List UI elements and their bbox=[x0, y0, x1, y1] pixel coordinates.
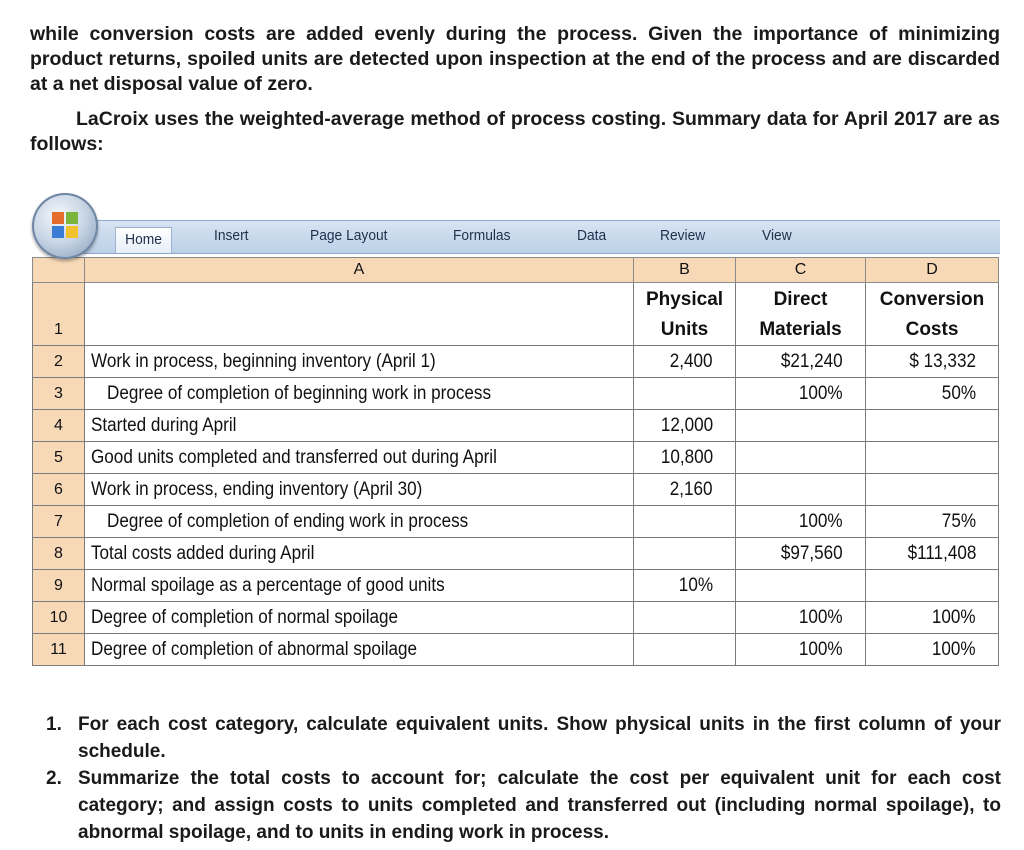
cell-text: 100% bbox=[932, 607, 976, 628]
cell-description[interactable] bbox=[85, 570, 634, 602]
question-list bbox=[46, 711, 1001, 846]
cell-text: Work in process, ending inventory (April 30) bbox=[91, 479, 423, 500]
ribbon-bar bbox=[60, 220, 1000, 254]
cell-direct-materials[interactable] bbox=[736, 506, 866, 538]
question-text: For each cost category, calculate equivalent units. Show physical units in the first column of your schedule. bbox=[78, 714, 1001, 762]
row-number[interactable]: 1 bbox=[33, 283, 85, 346]
office-button[interactable] bbox=[32, 193, 98, 259]
cell-direct-materials[interactable] bbox=[736, 474, 866, 506]
cell-direct-materials[interactable] bbox=[736, 602, 866, 634]
table-row bbox=[33, 410, 999, 442]
tab-review[interactable]: Review bbox=[660, 227, 706, 244]
method-paragraph: LaCroix uses the weighted-average method of process costing. Summary data for April 2017 are as follows: bbox=[30, 108, 1000, 155]
cell-text: 100% bbox=[799, 607, 843, 628]
table-row bbox=[33, 602, 999, 634]
cell-physical-units[interactable] bbox=[634, 410, 736, 442]
cell-text: 100% bbox=[799, 383, 843, 404]
cell-text: 100% bbox=[799, 639, 843, 660]
cell[interactable] bbox=[85, 283, 634, 346]
row-number[interactable]: 9 bbox=[33, 570, 85, 602]
cell-text: 10% bbox=[678, 575, 713, 596]
cell-text: Degree of completion of abnormal spoilage bbox=[91, 639, 418, 660]
tab-formulas[interactable]: Formulas bbox=[453, 227, 511, 244]
table-row bbox=[33, 538, 999, 570]
header-row bbox=[33, 283, 999, 346]
tab-data[interactable]: Data bbox=[577, 227, 607, 244]
excel-spreadsheet bbox=[32, 193, 1000, 679]
cell-physical-units[interactable] bbox=[634, 442, 736, 474]
table-row bbox=[33, 378, 999, 410]
row-number[interactable]: 4 bbox=[33, 410, 85, 442]
cell-direct-materials[interactable] bbox=[736, 410, 866, 442]
cell-direct-materials[interactable] bbox=[736, 442, 866, 474]
physical-units-header[interactable]: Physical Units bbox=[634, 283, 736, 346]
row-number[interactable]: 11 bbox=[33, 634, 85, 666]
table-row bbox=[33, 346, 999, 378]
cell-direct-materials[interactable] bbox=[736, 570, 866, 602]
cell-text: 2,160 bbox=[670, 479, 713, 500]
cell-text: Degree of completion of normal spoilage bbox=[91, 607, 399, 628]
row-number[interactable]: 8 bbox=[33, 538, 85, 570]
cell-description[interactable] bbox=[85, 442, 634, 474]
cell-conversion-costs[interactable] bbox=[866, 506, 999, 538]
cell-text: Total costs added during April bbox=[91, 543, 315, 564]
cell-text: 100% bbox=[799, 511, 843, 532]
row-number[interactable]: 6 bbox=[33, 474, 85, 506]
cell-conversion-costs[interactable] bbox=[866, 442, 999, 474]
question-number: 1. bbox=[46, 714, 62, 735]
row-number[interactable]: 2 bbox=[33, 346, 85, 378]
cell-text: 100% bbox=[932, 639, 976, 660]
cell-description[interactable] bbox=[85, 378, 634, 410]
tab-view[interactable]: View bbox=[762, 227, 792, 244]
column-header-row bbox=[33, 258, 999, 283]
table-row bbox=[33, 506, 999, 538]
intro-paragraph: while conversion costs are added evenly during the process. Given the importance of minimizing product returns, spoiled units are detected upon inspection at the end of the process and are discarded at a net disposal value of zero. bbox=[30, 23, 1000, 95]
cell-description[interactable] bbox=[85, 346, 634, 378]
cell-conversion-costs[interactable] bbox=[866, 378, 999, 410]
table-row bbox=[33, 442, 999, 474]
cell-physical-units[interactable] bbox=[634, 346, 736, 378]
cell-direct-materials[interactable] bbox=[736, 538, 866, 570]
row-number[interactable]: 10 bbox=[33, 602, 85, 634]
cell-conversion-costs[interactable] bbox=[866, 602, 999, 634]
cell-conversion-costs[interactable] bbox=[866, 634, 999, 666]
cell-text: Work in process, beginning inventory (April 1) bbox=[91, 351, 436, 372]
list-item bbox=[46, 765, 1001, 846]
cell-text: $ 13,332 bbox=[909, 351, 976, 372]
column-header-a[interactable]: A bbox=[85, 258, 634, 283]
cell-physical-units[interactable] bbox=[634, 378, 736, 410]
column-header-b[interactable]: B bbox=[634, 258, 736, 283]
cell-physical-units[interactable] bbox=[634, 634, 736, 666]
cell-text: 75% bbox=[941, 511, 976, 532]
cell-conversion-costs[interactable] bbox=[866, 474, 999, 506]
cell-conversion-costs[interactable] bbox=[866, 346, 999, 378]
cell-conversion-costs[interactable] bbox=[866, 410, 999, 442]
direct-materials-header[interactable]: Direct Materials bbox=[736, 283, 866, 346]
table-row bbox=[33, 634, 999, 666]
cell-description[interactable] bbox=[85, 634, 634, 666]
select-all-corner[interactable] bbox=[33, 258, 85, 283]
column-header-d[interactable]: D bbox=[866, 258, 999, 283]
cell-conversion-costs[interactable] bbox=[866, 538, 999, 570]
column-header-c[interactable]: C bbox=[736, 258, 866, 283]
cell-text: $97,560 bbox=[781, 543, 843, 564]
cell-text: 12,000 bbox=[660, 415, 713, 436]
cell-direct-materials[interactable] bbox=[736, 378, 866, 410]
office-logo-icon bbox=[50, 210, 80, 240]
cell-direct-materials[interactable] bbox=[736, 634, 866, 666]
tab-home[interactable]: Home bbox=[115, 227, 172, 253]
cell-text: $21,240 bbox=[781, 351, 843, 372]
cell-text: Normal spoilage as a percentage of good units bbox=[91, 575, 445, 596]
question-text: Summarize the total costs to account for; calculate the cost per equivalent unit for each cost category; and assign costs to units completed and transferred out (including normal spoilage), to abnormal spoilage, and to units in ending work in process. bbox=[78, 768, 1001, 843]
cell-description[interactable] bbox=[85, 506, 634, 538]
cell-description[interactable] bbox=[85, 538, 634, 570]
cell-physical-units[interactable] bbox=[634, 570, 736, 602]
tab-page-layout[interactable]: Page Layout bbox=[310, 227, 388, 244]
cell-text: $111,408 bbox=[907, 543, 976, 564]
cell-text: Degree of completion of ending work in process bbox=[107, 511, 469, 532]
table-row bbox=[33, 474, 999, 506]
cell-description[interactable] bbox=[85, 410, 634, 442]
cell-text: 2,400 bbox=[670, 351, 713, 372]
row-number[interactable]: 3 bbox=[33, 378, 85, 410]
data-table bbox=[32, 257, 999, 666]
row-number[interactable]: 7 bbox=[33, 506, 85, 538]
cell-text: Degree of completion of beginning work in process bbox=[107, 383, 492, 404]
cell-text: 50% bbox=[941, 383, 976, 404]
list-item bbox=[46, 711, 1001, 765]
table-row bbox=[33, 570, 999, 602]
cell-physical-units[interactable] bbox=[634, 506, 736, 538]
cell-text: Started during April bbox=[91, 415, 237, 436]
cell-physical-units[interactable] bbox=[634, 538, 736, 570]
cell-description[interactable] bbox=[85, 474, 634, 506]
question-number: 2. bbox=[46, 768, 62, 789]
cell-physical-units[interactable] bbox=[634, 602, 736, 634]
cell-conversion-costs[interactable] bbox=[866, 570, 999, 602]
cell-direct-materials[interactable] bbox=[736, 346, 866, 378]
cell-text: 10,800 bbox=[660, 447, 713, 468]
conversion-costs-header[interactable]: Conversion Costs bbox=[866, 283, 999, 346]
row-number[interactable]: 5 bbox=[33, 442, 85, 474]
cell-physical-units[interactable] bbox=[634, 474, 736, 506]
cell-description[interactable] bbox=[85, 602, 634, 634]
cell-text: Good units completed and transferred out during April bbox=[91, 447, 497, 468]
tab-insert[interactable]: Insert bbox=[214, 227, 249, 244]
